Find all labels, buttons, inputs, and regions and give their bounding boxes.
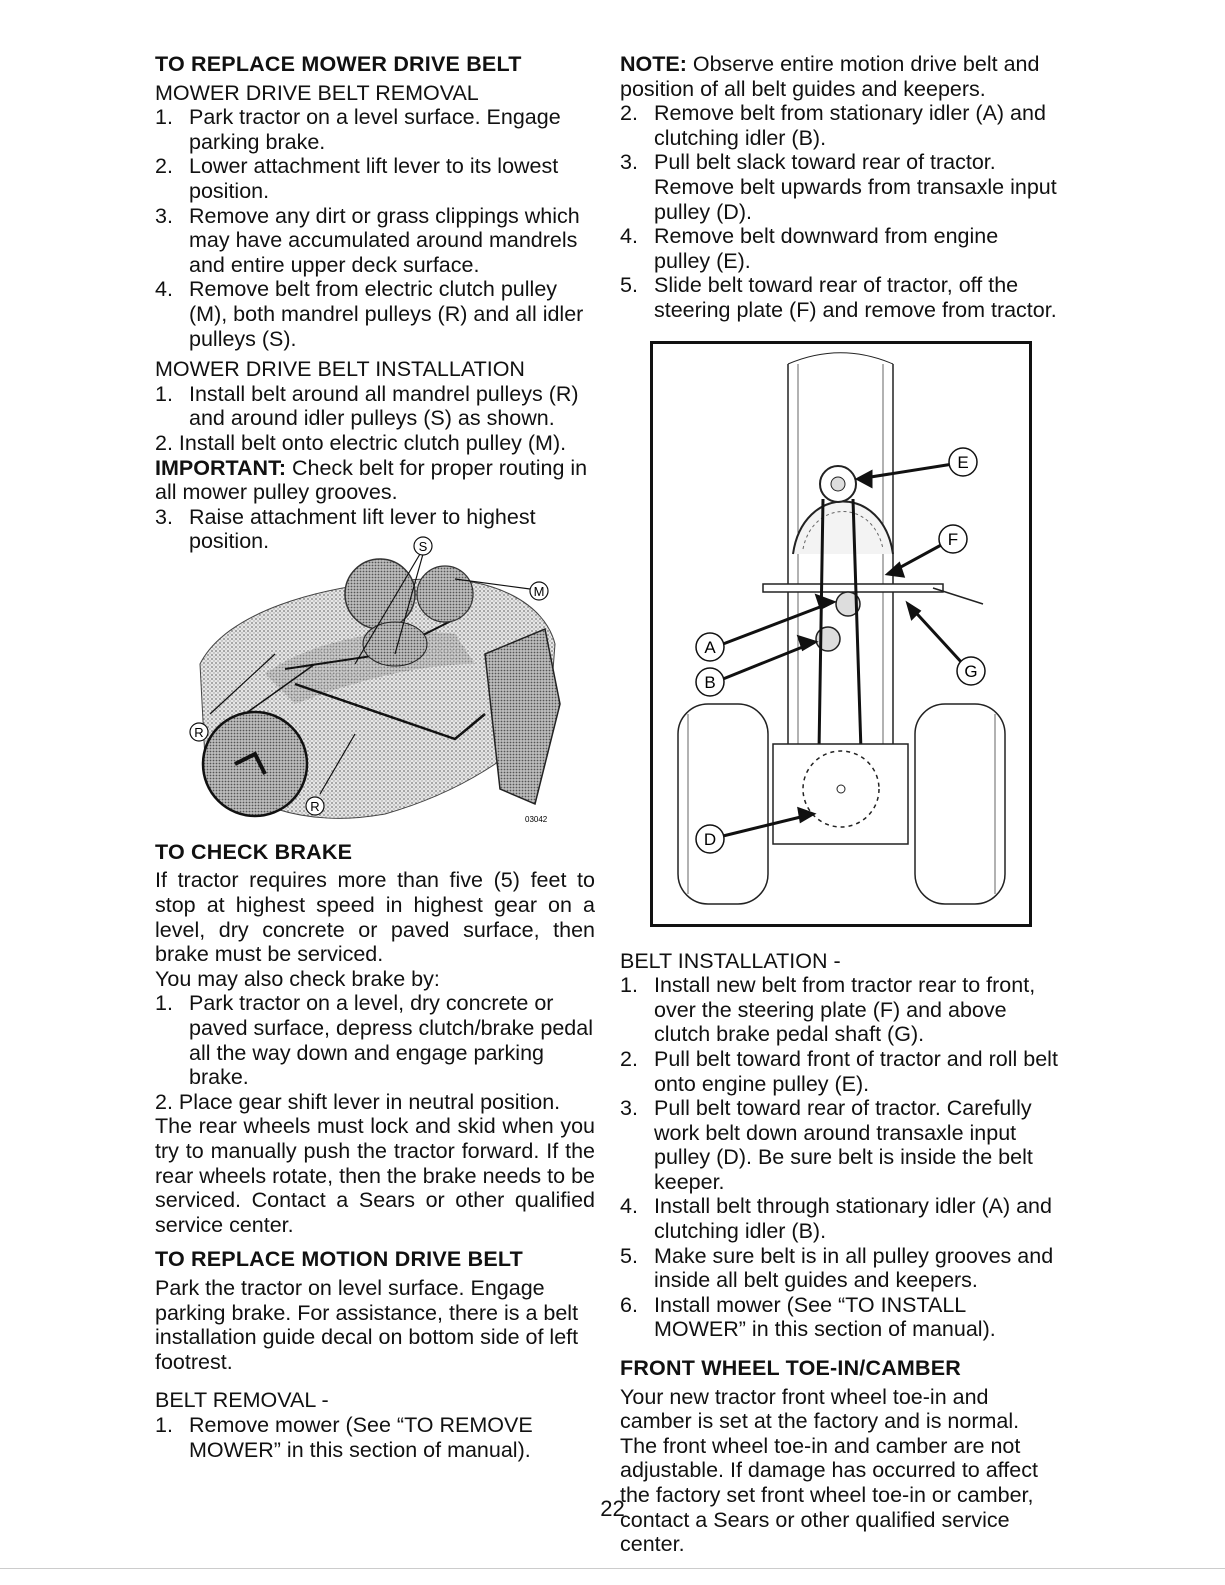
- clutch-pulley: [417, 566, 473, 622]
- bottom-rule: [0, 1568, 1225, 1569]
- list-item: 3. Pull belt toward rear of tractor. Carefully work belt down around transaxle input pulley (D). Be sure belt is inside the belt keeper.: [620, 1096, 1033, 1194]
- callout-r: R: [310, 798, 320, 814]
- figure-code: 03042: [525, 814, 548, 824]
- list-item: 3. Remove any dirt or grass clippings which may have accumulated around mandrels and entire upper deck surface.: [155, 203, 580, 277]
- list-item: 1. Install new belt from tractor rear to front, over the steering plate (F) and above clutch brake pedal shaft (G).: [620, 973, 1036, 1047]
- motion-belt-removal-steps-cont: [620, 101, 1060, 322]
- list-item: 4. Remove belt downward from engine pulley (E).: [620, 224, 999, 273]
- list-item: 1. Park tractor on a level surface. Engage parking brake.: [155, 105, 561, 154]
- rear-wheel-right: [915, 704, 1005, 904]
- list-item: 2. Remove belt from stationary idler (A) and clutching idler (B).: [620, 101, 1046, 150]
- page-number: 22: [600, 1496, 625, 1521]
- mower-belt-removal-steps: [155, 105, 595, 351]
- pedal-shaft: [763, 584, 943, 592]
- mower-belt-title: TO REPLACE MOWER DRIVE BELT: [155, 52, 522, 76]
- list-item: 5. Slide belt toward rear of tractor, off the steering plate (F) and remove from tractor.: [620, 273, 1057, 322]
- motion-belt-title: TO REPLACE MOTION DRIVE BELT: [155, 1247, 523, 1272]
- toe-in-text: Your new tractor front wheel toe-in and camber is set at the factory and is normal. The front wheel toe-in and camber are not adjustable. If damage has occurred to affect the factory set front wheel toe-in or camber, contact a Sears or other qualified service center.: [620, 1384, 1038, 1557]
- check-brake-para: If tractor requires more than five (5) feet to stop at highest speed in highest gear on a level, dry concrete or paved surface, then brake must be serviced.: [155, 868, 595, 967]
- tractor-belt-diagram: [650, 341, 1032, 927]
- callout-b: B: [704, 672, 716, 692]
- discharge-chute: [485, 629, 560, 804]
- mower-belt-removal-heading: MOWER DRIVE BELT REMOVAL: [155, 80, 479, 105]
- list-item: 4. Install belt through stationary idler (A) and clutching idler (B).: [620, 1194, 1052, 1244]
- list-item: 3. Raise attachment lift lever to highest position.: [155, 504, 536, 554]
- detail-zoom-circle: [203, 712, 307, 816]
- list-item: 1. Park tractor on a level, dry concrete or paved surface, depress clutch/brake pedal all the way down and engage parking brake.: [155, 991, 593, 1090]
- belt-install-heading: BELT INSTALLATION -: [620, 948, 841, 973]
- belt-install-steps: [620, 973, 1060, 1342]
- callout-g: G: [964, 661, 978, 681]
- callout-a: A: [704, 637, 716, 657]
- right-column: [620, 52, 1060, 1557]
- check-brake-title: TO CHECK BRAKE: [155, 839, 353, 864]
- mower-deck-figure: [155, 534, 595, 834]
- steering-plate: [793, 501, 893, 554]
- list-item: 1. Remove mower (See “TO REMOVE MOWER” in this section of manual).: [155, 1412, 533, 1462]
- callout-f: F: [947, 529, 959, 549]
- callout-m: M: [533, 583, 545, 599]
- important-note: IMPORTANT: Check belt for proper routing in all mower pulley grooves.: [155, 455, 588, 505]
- mower-belt-install-heading: MOWER DRIVE BELT INSTALLATION: [155, 357, 525, 382]
- list-item: 3. Pull belt slack toward rear of tractor. Remove belt upwards from transaxle input pulley (D).: [620, 150, 1057, 224]
- callout-e: E: [957, 452, 969, 472]
- list-item: 5. Make sure belt is in all pulley grooves and inside all belt guides and keepers.: [620, 1243, 1054, 1293]
- list-item: 2. Pull belt toward front of tractor and roll belt onto engine pulley (E).: [620, 1046, 1058, 1096]
- note: NOTE: Observe entire motion drive belt and position of all belt guides and keepers.: [620, 52, 1040, 101]
- mower-belt-install-steps-2: [155, 505, 595, 554]
- mower-belt-install-steps: [155, 382, 595, 456]
- list-item: 2. Install belt onto electric clutch pulley (M).: [155, 430, 567, 455]
- check-brake-para: The rear wheels must lock and skid when you try to manually push the tractor forward. If the rear wheels rotate, then the brake needs to be serviced. Contact a Sears or other qualified service center.: [155, 1114, 595, 1237]
- toe-in-title: FRONT WHEEL TOE-IN/CAMBER: [620, 1356, 962, 1381]
- list-item: 2. Place gear shift lever in neutral position.: [155, 1089, 561, 1114]
- left-column: [155, 52, 595, 1462]
- tractor-diagram-svg: [653, 344, 1029, 924]
- list-item: 1. Install belt around all mandrel pulleys (R) and around idler pulleys (S) as shown.: [155, 381, 579, 431]
- callout-s: S: [418, 538, 428, 554]
- list-item: 6. Install mower (See “TO INSTALL MOWER” in this section of manual).: [620, 1292, 996, 1342]
- list-item: 4. Remove belt from electric clutch pulley (M), both mandrel pulleys (R) and all idler pulleys (S).: [155, 277, 584, 351]
- check-brake-steps: [155, 991, 595, 1114]
- rear-wheel-left: [678, 704, 768, 904]
- motion-belt-removal-steps: [155, 1413, 595, 1462]
- callout-r: R: [194, 724, 204, 740]
- check-brake-para: You may also check brake by:: [155, 966, 440, 991]
- callout-d: D: [703, 829, 717, 849]
- list-item: 2. Lower attachment lift lever to its lowest position.: [155, 154, 559, 203]
- motion-belt-intro: Park the tractor on level surface. Engage parking brake. For assistance, there is a belt installation guide decal on bottom side of left footrest.: [155, 1275, 579, 1374]
- motion-belt-removal-heading: BELT REMOVAL -: [155, 1388, 329, 1413]
